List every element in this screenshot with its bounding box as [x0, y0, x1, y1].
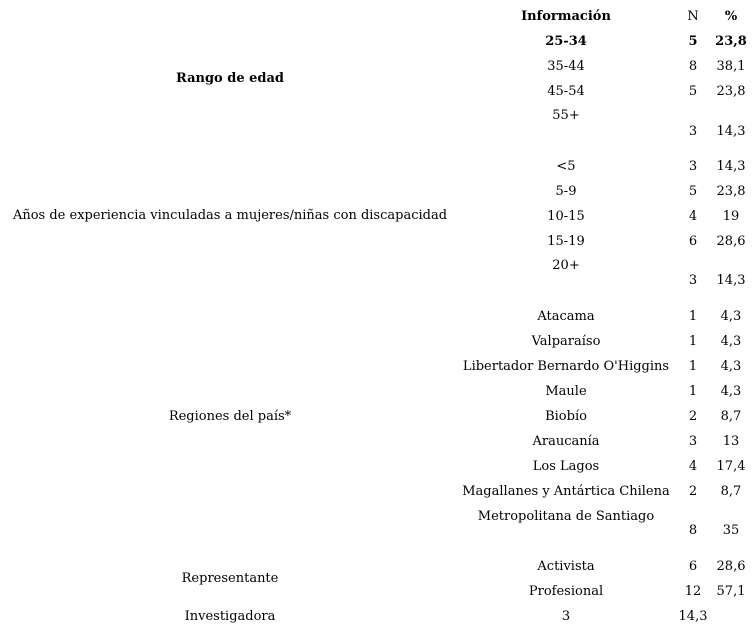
- row-n: 1: [688, 334, 698, 349]
- row-pct: 23,8: [715, 34, 747, 49]
- row-pct: 28,6: [716, 234, 746, 249]
- group-label-regions: Regiones del país*: [168, 409, 292, 424]
- row-info: Profesional: [528, 584, 604, 599]
- row-info: 45-54: [547, 84, 585, 99]
- row-pct: 4,3: [720, 384, 742, 399]
- row-info: Valparaíso: [531, 334, 601, 349]
- row-info: 15-19: [547, 234, 585, 249]
- row-n: 1: [688, 384, 698, 399]
- row-pct: 38,1: [716, 59, 746, 74]
- row-n: 3: [688, 434, 698, 449]
- row-info: Atacama: [537, 309, 595, 324]
- group-label-experience-years: Años de experiencia vinculadas a mujeres/niñas con discapacidad: [12, 208, 448, 223]
- row-pct: 57,1: [716, 584, 746, 599]
- row-info: 5-9: [555, 184, 577, 199]
- row-pct: 8,7: [720, 484, 742, 499]
- row-pct: 4,3: [720, 359, 742, 374]
- row-pct: 14,3: [716, 124, 746, 139]
- row-pct: 14,3: [716, 273, 746, 288]
- row-pct: 35: [722, 523, 740, 538]
- row-n: 5: [688, 34, 698, 49]
- row-pct: 14,3: [716, 159, 746, 174]
- row-info: 55+: [552, 108, 580, 123]
- row-n: 4: [688, 459, 698, 474]
- row-pct: 13: [722, 434, 740, 449]
- header-info: Información: [521, 9, 611, 24]
- row-info: 20+: [552, 258, 580, 273]
- row-pct: 23,8: [716, 84, 746, 99]
- row-n: 3: [688, 273, 698, 288]
- group-label-representative: Representante: [181, 571, 279, 586]
- row-n: 1: [688, 309, 698, 324]
- row-info: 25-34: [545, 34, 587, 49]
- row-pct: 17,4: [716, 459, 746, 474]
- row-pct: 23,8: [716, 184, 746, 199]
- row-info: Metropolitana de Santiago: [477, 509, 655, 524]
- row-n: 5: [688, 184, 698, 199]
- row-n: 8: [688, 59, 698, 74]
- row-info: <5: [556, 159, 576, 174]
- group-label-researcher: Investigadora: [184, 609, 276, 624]
- row-pct: 4,3: [720, 309, 742, 324]
- group-label-age-range: Rango de edad: [175, 71, 285, 86]
- row-n: 5: [688, 84, 698, 99]
- row-pct: 19: [722, 209, 740, 224]
- row-n: 2: [688, 484, 698, 499]
- row-n: 8: [688, 523, 698, 538]
- row-pct: 28,6: [716, 559, 746, 574]
- row-n: 14,3: [678, 609, 708, 624]
- row-pct: 8,7: [720, 409, 742, 424]
- row-n: 1: [688, 359, 698, 374]
- row-pct: 4,3: [720, 334, 742, 349]
- row-n: 4: [688, 209, 698, 224]
- row-info: 10-15: [547, 209, 585, 224]
- row-info: 35-44: [547, 59, 585, 74]
- row-info: Los Lagos: [532, 459, 600, 474]
- row-n: 3: [688, 159, 698, 174]
- row-info: Maule: [545, 384, 587, 399]
- row-n: 3: [688, 124, 698, 139]
- row-n: 6: [688, 234, 698, 249]
- row-info: Araucanía: [532, 434, 600, 449]
- row-n: 2: [688, 409, 698, 424]
- row-info: 3: [561, 609, 571, 624]
- row-info: Activista: [537, 559, 595, 574]
- row-info: Biobío: [545, 409, 587, 424]
- row-n: 12: [684, 584, 702, 599]
- row-n: 6: [688, 559, 698, 574]
- header-n: N: [687, 9, 699, 24]
- header-pct: %: [724, 9, 738, 24]
- row-info: Magallanes y Antártica Chilena: [462, 484, 670, 499]
- row-info: Libertador Bernardo O'Higgins: [462, 359, 670, 374]
